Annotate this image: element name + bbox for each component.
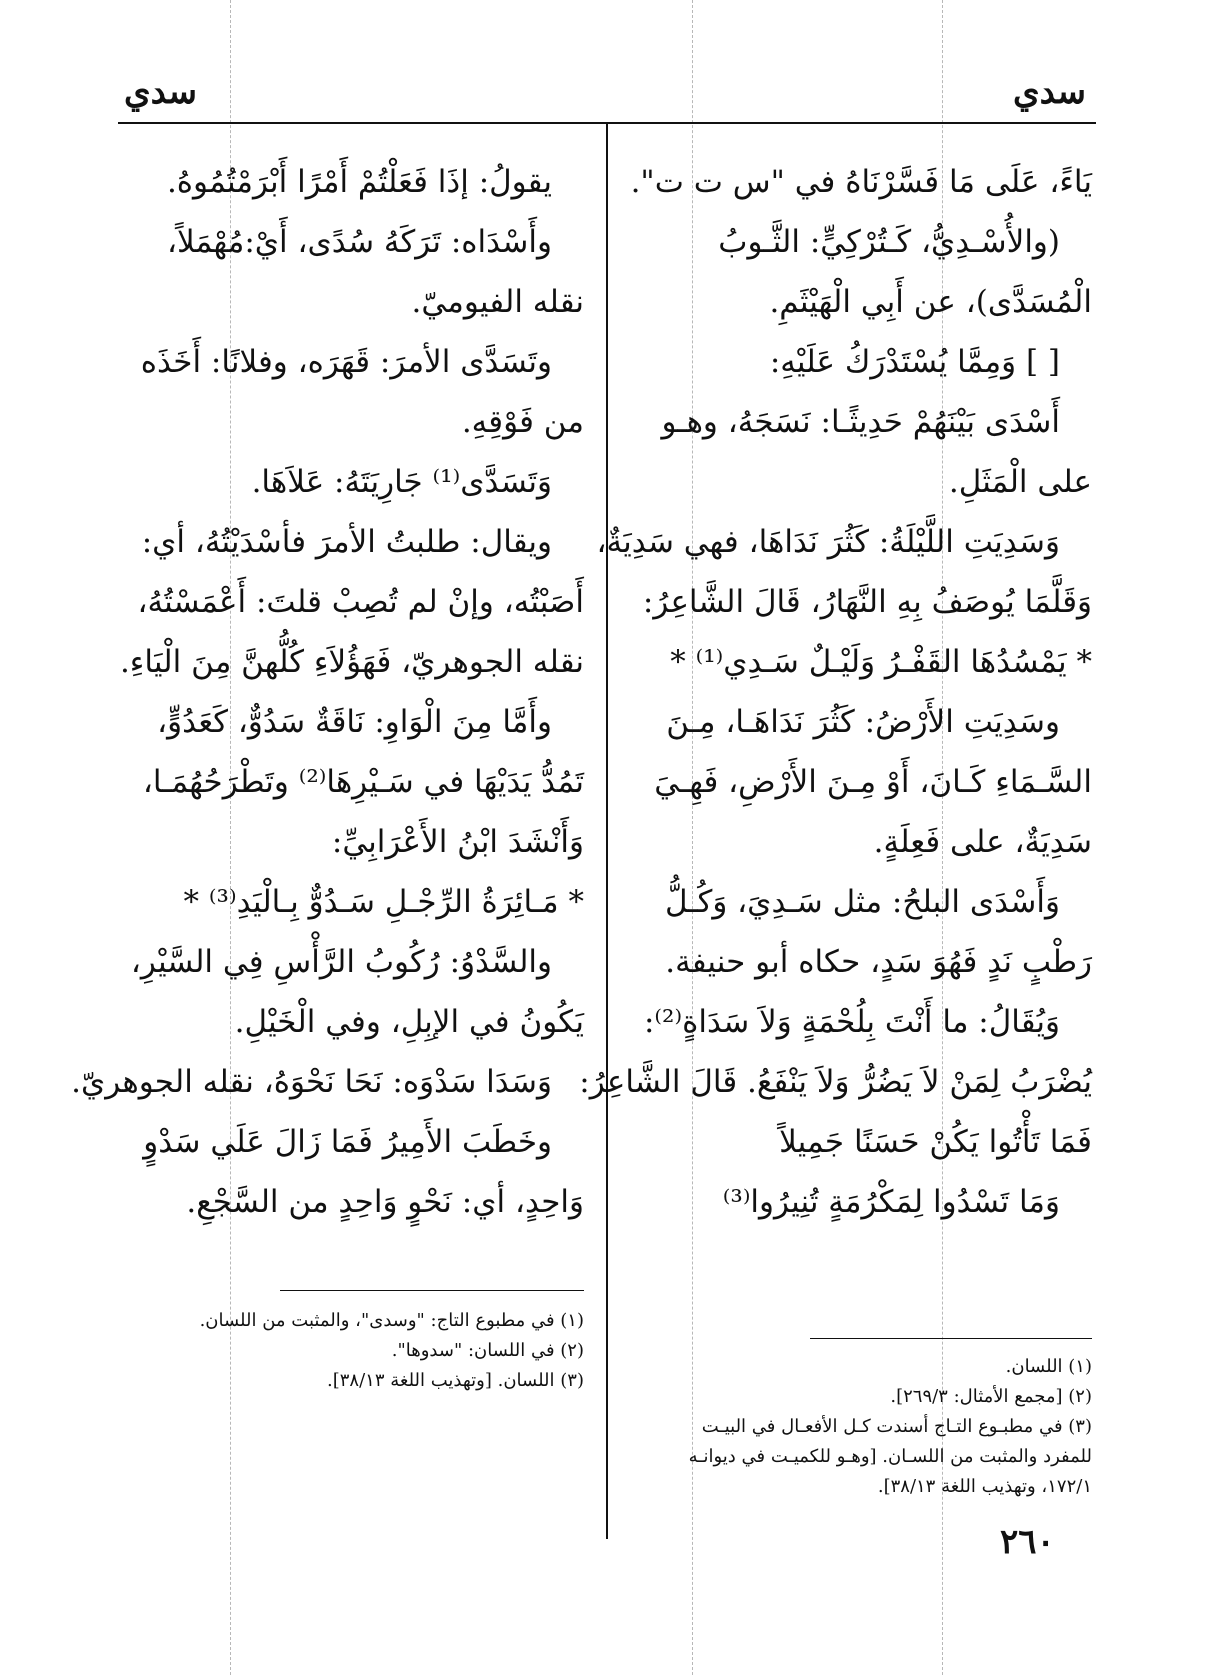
running-header-left: سدي bbox=[124, 72, 197, 112]
footnote: (٣) في مطبـوع التـاج أسندت كـل الأفعـال في البيـت bbox=[701, 1416, 1092, 1437]
text-line: وَسَدِيَتِ اللَّيْلَةُ: كَثُرَ نَدَاهَا، فهي سَدِيَةٌ، bbox=[596, 524, 1060, 560]
text-line: نقله الجوهريّ، فَهَؤُلاَءِ كُلُّهنَّ مِنَ الْيَاءِ. bbox=[119, 644, 584, 680]
text-line: وَأَنْشَدَ ابْنُ الأَعْرَابِيِّ: bbox=[331, 824, 584, 860]
left-footnotes bbox=[120, 1306, 584, 1396]
right-footnotes bbox=[634, 1352, 1092, 1502]
text-line: على الْمَثَلِ. bbox=[948, 464, 1092, 500]
text-line: السَّـمَاءِ كَـانَ، أَوْ مِـنَ الأَرْضِ، فَهِـيَ bbox=[654, 764, 1092, 800]
verse-line: * مَـائِرَةُ الرِّجْـلِ سَـدُوٌّ بِـالْيَدِ⁽³⁾ * bbox=[183, 884, 584, 920]
text-line: الْمُسَدَّى)، عن أَبِي الْهَيْثَمِ. bbox=[769, 284, 1092, 320]
footnote: ١٧٢/١، وتهذيب اللغة ٣٨/١٣]. bbox=[877, 1476, 1092, 1497]
footnote: (٣) اللسان. [وتهذيب اللغة ٣٨/١٣]. bbox=[327, 1370, 584, 1391]
footnote: (٢) [مجمع الأمثال: ٢٦٩/٣]. bbox=[890, 1386, 1092, 1407]
footnote: للمفرد والمثبت من اللسـان. [وهـو للكميـت في ديوانـه bbox=[688, 1446, 1092, 1467]
footnote: (٢) في اللسان: "سدوها". bbox=[391, 1340, 584, 1361]
text-line: وَقَلَّمَا يُوصَفُ بِهِ النَّهَارُ، قَالَ الشَّاعِرُ: bbox=[642, 584, 1092, 620]
page-number: ٢٦٠ bbox=[1000, 1522, 1055, 1562]
text-line: وَيُقَالُ: ما أَنْتَ بِلُحْمَةٍ وَلاَ سَدَاةٍ⁽²⁾: bbox=[643, 1004, 1060, 1040]
left-column bbox=[71, 152, 584, 1232]
text-line: وتَسَدَّى الأمرَ: قَهَرَه، وفلانًا: أَخَذَه bbox=[140, 344, 552, 380]
text-line: يقولُ: إذَا فَعَلْتُمْ أَمْرًا أَبْرَمْتُمُوهُ. bbox=[166, 164, 552, 200]
footnote: (١) في مطبوع التاج: "وسدى"، والمثبت من اللسان. bbox=[199, 1310, 584, 1331]
text-line: [ ] وَمِمَّا يُسْتَدْرَكُ عَلَيْهِ: bbox=[769, 344, 1060, 380]
text-line: من فَوْقِهِ. bbox=[461, 404, 584, 440]
text-line: وَأَسْدَى البلحُ: مثل سَـدِيَ، وَكُـلُّ bbox=[665, 884, 1060, 920]
text-line: يَكُونُ في الإبِلِ، وفي الْخَيْلِ. bbox=[234, 1004, 584, 1040]
right-column bbox=[579, 152, 1092, 1232]
verse-line: وَمَا تَسْدُوا لِمَكْرُمَةٍ تُنِيرُوا⁽³⁾ bbox=[722, 1184, 1060, 1220]
text-line: يُضْرَبُ لِمَنْ لاَ يَضُرُّ وَلاَ يَنْفَعُ. قَالَ الشَّاعِرُ: bbox=[579, 1064, 1092, 1100]
verse-line: * يَمْسُدُهَا القَفْـرُ وَلَيْـلٌ سَـدِي⁽¹⁾ * bbox=[670, 644, 1092, 680]
text-line: وأَسْدَاه: تَرَكَهُ سُدًى، أَيْ:مُهْمَلاً، bbox=[167, 224, 552, 260]
footnote-rule bbox=[280, 1290, 584, 1291]
text-line: سَدِيَةٌ، على فَعِلَةٍ. bbox=[873, 824, 1092, 860]
text-line: وأَمَّا مِنَ الْوَاوِ: نَاقَةٌ سَدُوٌّ، كَعَدُوٍّ، bbox=[157, 704, 552, 740]
text-line: وَسَدَا سَدْوَه: نَحَا نَحْوَهُ، نقله الجوهريّ. bbox=[71, 1064, 552, 1100]
text-line: وَتَسَدَّى⁽¹⁾ جَارِيَتَهُ: عَلاَهَا. bbox=[251, 464, 552, 500]
text-line: (والأُسْـدِيُّ، كَـتُرْكِيٍّ: الثَّـوبُ bbox=[718, 224, 1060, 260]
text-line: نقله الفيوميّ. bbox=[411, 284, 584, 320]
footnote: (١) اللسان. bbox=[1005, 1356, 1092, 1377]
text-line: أَسْدَى بَيْنَهُمْ حَدِيثًـا: نَسَجَهُ، وهـو bbox=[661, 404, 1060, 440]
text-line: ويقال: طلبتُ الأمرَ فأسْدَيْتُهُ، أي: bbox=[141, 524, 552, 560]
running-header-right: سدي bbox=[1013, 72, 1086, 112]
text-line: والسَّدْوُ: رُكُوبُ الرَّأْسِ فِي السَّيْرِ، bbox=[130, 944, 552, 980]
text-line: أَصَبْتُه، وإنْ لم تُصِبْ قلتَ: أَعْمَسْتُهُ، bbox=[137, 584, 584, 620]
column-divider bbox=[606, 124, 608, 1539]
footnote-rule bbox=[810, 1338, 1092, 1339]
verse-line: فَمَا تَأْتُوا يَكُنْ حَسَنًا جَمِيلاً bbox=[779, 1124, 1092, 1160]
text-line: وخَطَبَ الأَمِيرُ فَمَا زَالَ عَلَي سَدْوٍ bbox=[143, 1124, 552, 1160]
text-line: تَمُدُّ يَدَيْهَا في سَـيْرِهَا⁽²⁾ وتَطْرَحُهُمَـا، bbox=[142, 764, 584, 800]
text-line: يَاءً، عَلَى مَا فَسَّرْنَاهُ في "س ت ت". bbox=[630, 164, 1092, 200]
text-line: وسَدِيَتِ الأَرْضُ: كَثُرَ نَدَاهَـا، مِـنَ bbox=[666, 704, 1060, 740]
text-line: وَاحِدٍ، أي: نَحْوٍ وَاحِدٍ من السَّجْعِ. bbox=[186, 1184, 584, 1220]
text-line: رَطْبٍ نَدٍ فَهُوَ سَدٍ، حكاه أبو حنيفة. bbox=[665, 944, 1092, 980]
